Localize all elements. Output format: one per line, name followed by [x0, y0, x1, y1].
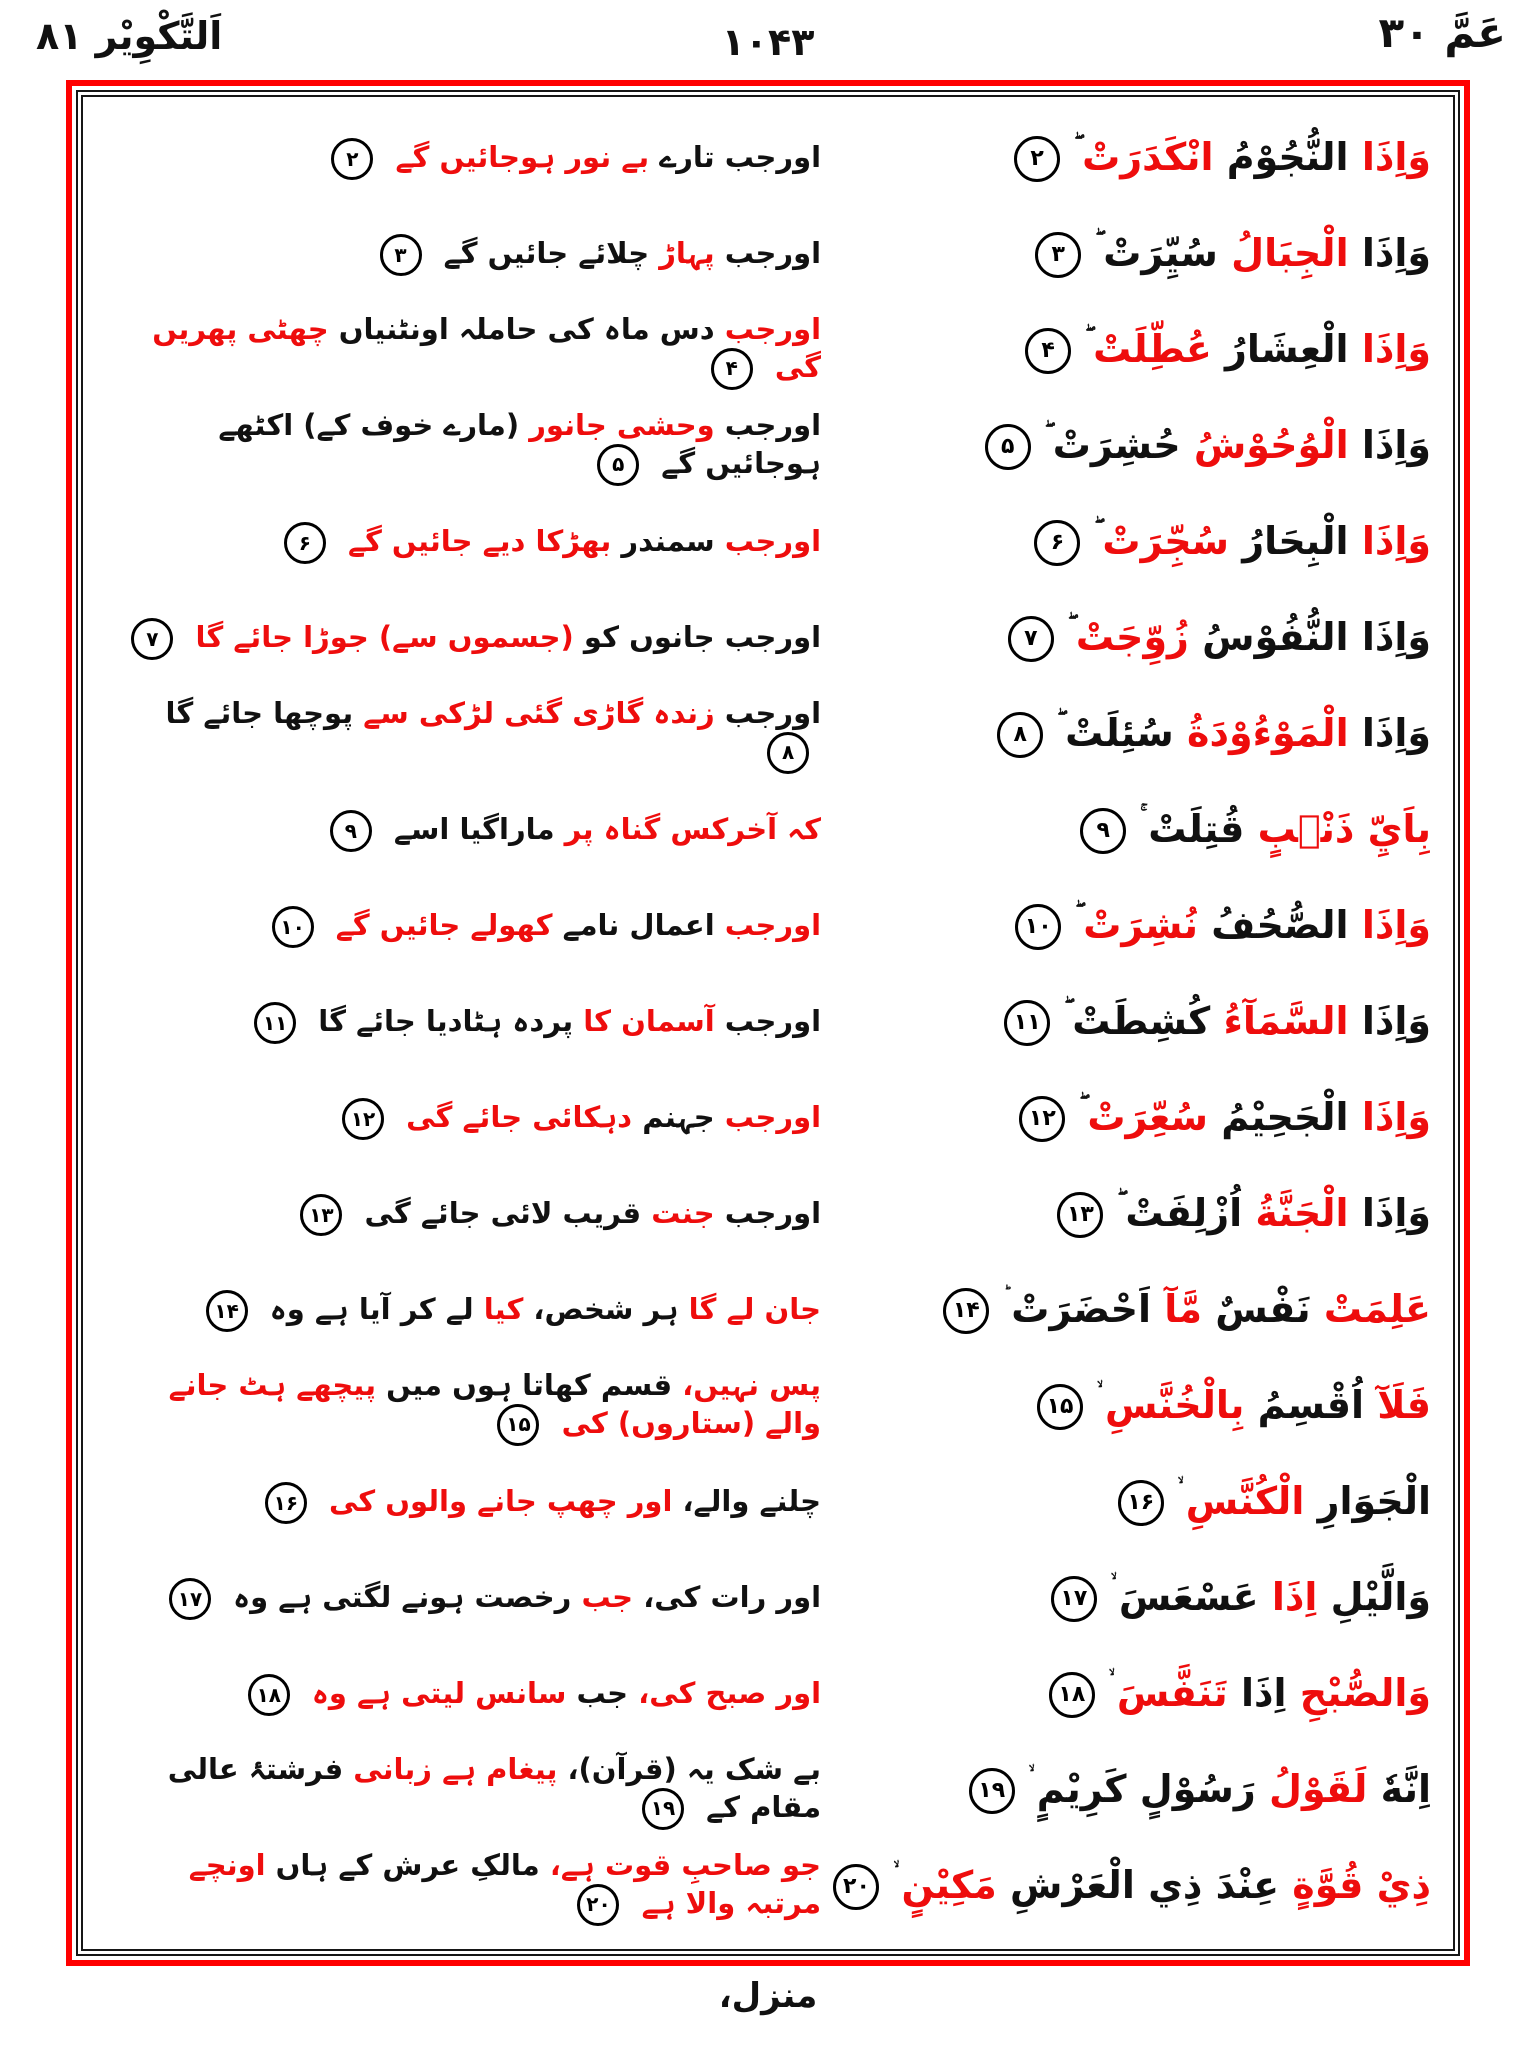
verse-row [105, 1263, 1431, 1359]
text-segment-black: قریب لائی جائے گی [364, 1196, 642, 1230]
text-segment-black: نَفْسٌ [1215, 1286, 1311, 1331]
arabic-verse-text [821, 1384, 1431, 1431]
urdu-translation-text [105, 1290, 821, 1332]
text-segment-black: وَاِذَا [1361, 1190, 1431, 1235]
text-segment-red: وَاِذَا [1361, 518, 1431, 563]
verse-number-badge-arabic: ۱۵ [1037, 1384, 1083, 1430]
verse-row [105, 399, 1431, 495]
text-segment-red: الْجَنَّةُ [1255, 1190, 1349, 1235]
text-segment-black: سمندر [621, 524, 715, 558]
verse-number-badge-urdu: ۱۱ [254, 1002, 296, 1044]
text-segment-red: جب [581, 1580, 634, 1614]
verse-row [105, 1743, 1431, 1839]
text-segment-red: مَكِيْنٍ [901, 1862, 997, 1907]
verse-number-badge-arabic: ۲۰ [833, 1864, 879, 1910]
verse-number-badge-arabic: ۱۰ [1015, 904, 1061, 950]
text-segment-red: جان لے گا [688, 1292, 822, 1326]
text-segment-red: تَنَفَّسَ [1116, 1670, 1228, 1715]
arabic-verse-text [821, 328, 1431, 375]
text-segment-red: جنت [651, 1196, 715, 1230]
text-segment-red: مَّآ [1164, 1286, 1203, 1331]
text-segment-red: وحشی جانور [529, 408, 715, 443]
verse-row [105, 1551, 1431, 1647]
verse-number-badge-urdu: ۱۵ [497, 1404, 539, 1446]
text-segment-black: وَاِذَا النُّفُوْسُ [1202, 614, 1431, 659]
text-segment-red: نُشِرَتْ [1083, 902, 1198, 947]
verse-number-badge-urdu: ۴ [711, 348, 753, 390]
text-segment-black: (مارے خوف کے) اکٹھے ہوجائیں گے [218, 408, 822, 480]
text-segment-red: زُوِّجَتْ [1075, 614, 1189, 659]
arabic-verse-text [821, 1480, 1431, 1527]
text-segment-red: (جسموں سے) جوڑا جائے گا [195, 620, 574, 654]
text-segment-red: انْكَدَرَتْ [1082, 134, 1214, 179]
text-segment-red: اونچے مرتبہ والا ہے [188, 1848, 822, 1920]
arabic-verse-text [821, 1576, 1431, 1623]
text-segment-black: اورجب [724, 236, 822, 270]
verse-row [105, 975, 1431, 1071]
verse-row [105, 1647, 1431, 1743]
text-segment-red: عَلِمَتْ [1323, 1286, 1431, 1331]
text-segment-black: اُزْلِفَتْ [1125, 1190, 1243, 1235]
verse-row [105, 1167, 1431, 1263]
text-segment-black: سُئِلَتْ [1065, 710, 1174, 755]
arabic-verse-text [821, 232, 1431, 279]
text-segment-black: مالکِ عرش کے ہاں [275, 1848, 540, 1883]
text-segment-red: اورجب [724, 312, 822, 347]
text-segment-red: الْكُنَّسِ [1185, 1478, 1305, 1523]
urdu-translation-text [105, 312, 821, 389]
verse-row [105, 1839, 1431, 1935]
verse-row [105, 879, 1431, 975]
verse-number-badge-arabic: ۲ [1014, 136, 1060, 182]
verses-container [105, 111, 1431, 1935]
verse-number-badge-arabic: ۳ [1035, 232, 1081, 278]
verse-number-badge-arabic: ۱۸ [1049, 1672, 1095, 1718]
arabic-verse-text [821, 1000, 1431, 1047]
text-segment-black: ہر شخص، [533, 1292, 679, 1326]
text-segment-black: الْبِحَارُ [1242, 518, 1349, 563]
text-segment-red: پیچھے ہٹ جانے والے (ستاروں) کی [168, 1368, 822, 1440]
urdu-translation-text [105, 1578, 821, 1620]
text-segment-red: اور صبح کی، [638, 1676, 822, 1710]
arabic-verse-text [821, 904, 1431, 951]
text-segment-red: سُعِّرَتْ [1087, 1094, 1208, 1139]
verse-number-badge-arabic: ۱۹ [969, 1768, 1015, 1814]
text-segment-black: وَاِذَا [1361, 998, 1431, 1043]
text-segment-red: بے نور ہوجائیں گے [395, 140, 650, 174]
juz-label: عَمَّ ۳۰ [1378, 8, 1506, 57]
text-segment-red: بِالْخُنَّسِ [1105, 1382, 1245, 1427]
text-segment-red: وَالصُّبْحِ [1299, 1670, 1431, 1715]
urdu-translation-text [105, 1482, 821, 1524]
text-segment-black: وَالَّيْلِ [1330, 1574, 1431, 1619]
text-segment-black: الْعِشَارُ [1225, 326, 1349, 371]
verse-number-badge-arabic: ۵ [985, 424, 1031, 470]
verse-number-badge-arabic: ۹ [1080, 808, 1126, 854]
text-segment-black: ماراگیا اسے [393, 812, 555, 846]
verse-number-badge-urdu: ۹ [330, 810, 372, 852]
text-segment-red: وَاِذَا [1361, 1094, 1431, 1139]
text-segment-red: الْجِبَالُ [1231, 230, 1349, 275]
urdu-translation-text [105, 1098, 821, 1140]
text-segment-black: چلنے والے، [682, 1484, 822, 1518]
text-segment-black: قُتِلَتْ [1148, 806, 1245, 851]
text-segment-black: اورجب [724, 696, 822, 731]
verse-number-badge-arabic: ۱۲ [1019, 1096, 1065, 1142]
manzil-footer: منزل، [718, 1976, 818, 2016]
verse-row [105, 495, 1431, 591]
arabic-verse-text [821, 136, 1431, 183]
text-segment-black: پردہ ہٹادیا جائے گا [318, 1004, 574, 1038]
text-segment-black: اِذَا [1240, 1670, 1287, 1715]
text-segment-black: اورجب جانوں کو [583, 620, 822, 654]
verse-number-badge-arabic: ۷ [1008, 616, 1054, 662]
verse-row [105, 303, 1431, 399]
arabic-verse-text [821, 1864, 1431, 1911]
text-segment-black: اَحْضَرَتْ [1011, 1286, 1151, 1331]
verse-number-badge-arabic: ۱۱ [1004, 1000, 1050, 1046]
text-segment-black: بے شک یہ (قرآن)، [567, 1752, 822, 1787]
verse-number-badge-urdu: ۷ [131, 618, 173, 660]
text-segment-black: اعمال نامے [562, 908, 715, 942]
text-segment-red: بھڑکا دیے جائیں گے [347, 524, 612, 558]
text-segment-black: الصُّحُفُ [1211, 902, 1349, 947]
text-segment-black: اور رات کی، [643, 1580, 822, 1614]
text-segment-red: کیا [483, 1292, 524, 1326]
verse-number-badge-arabic: ۴ [1025, 328, 1071, 374]
arabic-verse-text [821, 616, 1431, 663]
text-segment-black: سُيِّرَتْ [1103, 230, 1218, 275]
verse-number-badge-arabic: ۸ [997, 712, 1043, 758]
text-segment-red: وَاِذَا [1361, 134, 1431, 179]
text-segment-red: دہکائی جائے گی [406, 1100, 633, 1134]
text-segment-red: اورجب [724, 908, 822, 942]
verse-number-badge-urdu: ۱۳ [300, 1194, 342, 1236]
text-segment-red: السَّمَآءُ [1223, 998, 1349, 1043]
text-segment-red: جو صاحبِ قوت ہے، [549, 1848, 822, 1883]
text-segment-red: وَاِذَا [1361, 326, 1431, 371]
verse-number-badge-urdu: ۲۰ [577, 1884, 619, 1926]
verse-number-badge-urdu: ۱۸ [248, 1674, 290, 1716]
text-segment-black: الْجَوَارِ [1317, 1478, 1431, 1523]
text-segment-black: حُشِرَتْ [1052, 422, 1181, 467]
text-segment-red: الْوُحُوْشُ [1193, 422, 1349, 467]
verse-number-badge-urdu: ۱۹ [642, 1788, 684, 1830]
urdu-translation-text [105, 906, 821, 948]
text-segment-red: بِاَيِّ ذَنْۢبٍ [1257, 806, 1431, 851]
page-frame-inner-border [76, 90, 1460, 1956]
arabic-verse-text [821, 1288, 1431, 1335]
text-segment-black: وَاِذَا [1361, 422, 1431, 467]
text-segment-black: الْجَحِيْمُ [1221, 1094, 1349, 1139]
verse-number-badge-urdu: ۸ [767, 732, 809, 774]
verse-row [105, 111, 1431, 207]
text-segment-black: جہنم [642, 1100, 715, 1134]
text-segment-red: ذِيْ قُوَّةٍ [1292, 1862, 1431, 1907]
verse-row [105, 687, 1431, 783]
verse-number-badge-urdu: ۵ [597, 444, 639, 486]
verse-number-badge-urdu: ۱۲ [342, 1098, 384, 1140]
verse-number-badge-arabic: ۱۶ [1118, 1480, 1164, 1526]
text-segment-black: اُقْسِمُ [1257, 1382, 1365, 1427]
verse-number-badge-urdu: ۱۷ [169, 1578, 211, 1620]
arabic-verse-text [821, 424, 1431, 471]
text-segment-black: پوچھا جائے گا [165, 696, 354, 731]
urdu-translation-text [105, 234, 821, 276]
text-segment-black: اورجب [724, 1196, 822, 1230]
text-segment-red: پس نہیں، [682, 1368, 822, 1403]
text-segment-black: رخصت ہونے لگتی ہے وہ [233, 1580, 572, 1614]
text-segment-red: آسمان کا [583, 1004, 715, 1038]
text-segment-black: اورجب [724, 408, 822, 443]
urdu-translation-text [105, 138, 821, 180]
text-segment-black: وَاِذَا [1361, 710, 1431, 755]
text-segment-black: اورجب [724, 1004, 822, 1038]
text-segment-black: لے کر آیا ہے وہ [269, 1292, 474, 1326]
urdu-translation-text [105, 618, 821, 660]
text-segment-red: کہ آخرکس گناہ پر [564, 812, 822, 846]
text-segment-red: پیغام ہے زبانی [353, 1752, 558, 1787]
text-segment-black: قسم کھاتا ہوں میں [386, 1368, 673, 1403]
verse-number-badge-urdu: ۳ [380, 234, 422, 276]
urdu-translation-text [105, 1752, 821, 1829]
verse-number-badge-urdu: ۶ [284, 522, 326, 564]
text-segment-black: چلائے جائیں گے [443, 236, 650, 270]
page-frame [66, 80, 1470, 1966]
urdu-translation-text [105, 1368, 821, 1445]
arabic-verse-text [821, 1096, 1431, 1143]
text-segment-red: وَاِذَا [1361, 902, 1431, 947]
verse-row [105, 1455, 1431, 1551]
verse-number-badge-arabic: ۱۳ [1057, 1192, 1103, 1238]
text-segment-red: اورجب [724, 524, 822, 558]
text-segment-black: اِنَّهٗ [1380, 1766, 1431, 1811]
arabic-verse-text [821, 712, 1431, 759]
verse-number-badge-urdu: ۲ [331, 138, 373, 180]
text-segment-black: فرشتۂ عالی مقام کے [167, 1752, 822, 1824]
arabic-verse-text [821, 808, 1431, 855]
verse-number-badge-urdu: ۱۶ [265, 1482, 307, 1524]
arabic-verse-text [821, 520, 1431, 567]
urdu-translation-text [105, 1674, 821, 1716]
urdu-translation-text [105, 1848, 821, 1925]
verse-number-badge-arabic: ۶ [1034, 520, 1080, 566]
urdu-translation-text [105, 1002, 821, 1044]
verse-row [105, 207, 1431, 303]
text-segment-black: عِنْدَ ذِي الْعَرْشِ [1010, 1862, 1280, 1907]
verse-row [105, 783, 1431, 879]
text-segment-red: عُطِّلَتْ [1093, 326, 1212, 371]
surah-title: اَلتَّكْوِيْر ۸۱ [36, 14, 223, 58]
text-segment-red: لَقَوْلُ [1269, 1766, 1368, 1811]
verse-number-badge-urdu: ۱۰ [272, 906, 314, 948]
verse-row [105, 591, 1431, 687]
text-segment-red: اورجب [724, 1100, 822, 1134]
text-segment-black: كُشِطَتْ [1072, 998, 1211, 1043]
text-segment-red: سانس لیتی ہے وہ [311, 1676, 567, 1710]
text-segment-black: اورجب تارے [659, 140, 822, 174]
text-segment-red: فَلَآ [1377, 1382, 1431, 1427]
urdu-translation-text [105, 696, 821, 773]
text-segment-red: پہاڑ [659, 236, 715, 270]
verse-row [105, 1359, 1431, 1455]
text-segment-red: کھولے جائیں گے [335, 908, 553, 942]
verse-row [105, 1071, 1431, 1167]
text-segment-black: النُّجُوْمُ [1226, 134, 1349, 179]
text-segment-red: سُجِّرَتْ [1102, 518, 1230, 563]
text-segment-black: جب [576, 1676, 629, 1710]
text-segment-black: دس ماہ کی حاملہ اونٹنیاں [338, 312, 715, 347]
text-segment-red: اور چھپ جانے والوں کی [328, 1484, 673, 1518]
verse-number-badge-urdu: ۱۴ [206, 1290, 248, 1332]
text-segment-red: چھٹی پھریں گی [152, 312, 822, 384]
verse-number-badge-arabic: ۱۷ [1051, 1576, 1097, 1622]
text-segment-red: الْمَوْءُوْدَةُ [1187, 710, 1349, 755]
text-segment-black: عَسْعَسَ [1118, 1574, 1259, 1619]
urdu-translation-text [105, 522, 821, 564]
urdu-translation-text [105, 408, 821, 485]
urdu-translation-text [105, 810, 821, 852]
page-number: ۱۰۴۳ [721, 20, 815, 64]
urdu-translation-text [105, 1194, 821, 1236]
arabic-verse-text [821, 1672, 1431, 1719]
text-segment-red: اِذَا [1271, 1574, 1318, 1619]
text-segment-black: وَاِذَا [1361, 230, 1431, 275]
text-segment-red: زندہ گاڑی گئی لڑکی سے [363, 696, 715, 731]
arabic-verse-text [821, 1192, 1431, 1239]
arabic-verse-text [821, 1768, 1431, 1815]
text-segment-black: رَسُوْلٍ كَرِيْمٍ [1036, 1766, 1256, 1811]
verse-number-badge-arabic: ۱۴ [943, 1288, 989, 1334]
